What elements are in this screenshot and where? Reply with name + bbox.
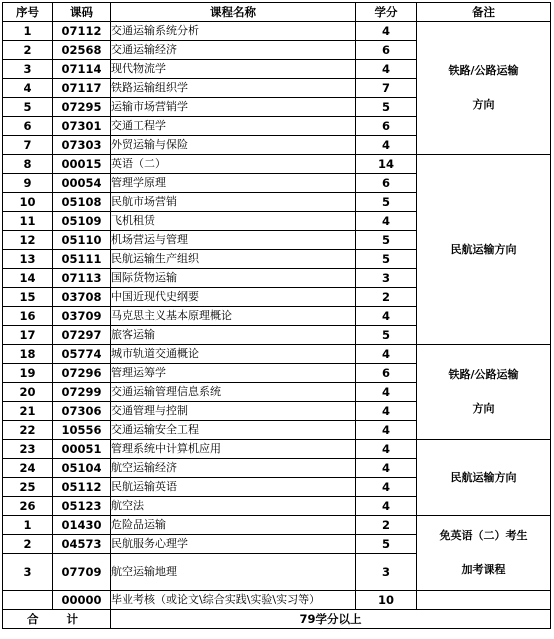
cell-no: 15 xyxy=(3,288,53,307)
cell-no: 18 xyxy=(3,345,53,364)
cell-code: 03709 xyxy=(53,307,111,326)
header-code: 课码 xyxy=(53,3,111,22)
cell-credit: 4 xyxy=(356,459,417,478)
cell-no: 1 xyxy=(3,22,53,41)
cell-code: 07299 xyxy=(53,383,111,402)
cell-no: 14 xyxy=(3,269,53,288)
cell-code: 00000 xyxy=(53,591,111,610)
cell-name: 现代物流学 xyxy=(111,60,356,79)
cell-no: 25 xyxy=(3,478,53,497)
cell-name: 管理运筹学 xyxy=(111,364,356,383)
cell-no: 3 xyxy=(3,554,53,591)
cell-note-empty xyxy=(417,591,551,610)
cell-credit: 4 xyxy=(356,136,417,155)
cell-name: 民航服务心理学 xyxy=(111,535,356,554)
cell-code: 07117 xyxy=(53,79,111,98)
header-credit: 学分 xyxy=(356,3,417,22)
cell-no: 11 xyxy=(3,212,53,231)
table-row xyxy=(3,345,551,364)
total-value: 79学分以上 xyxy=(111,610,551,629)
cell-name: 航空运输地理 xyxy=(111,554,356,591)
cell-no: 24 xyxy=(3,459,53,478)
cell-no: 26 xyxy=(3,497,53,516)
cell-credit: 2 xyxy=(356,288,417,307)
cell-name: 交通管理与控制 xyxy=(111,402,356,421)
cell-credit: 6 xyxy=(356,117,417,136)
cell-name: 交通运输经济 xyxy=(111,41,356,60)
course-table xyxy=(2,2,551,629)
cell-name: 民航运输生产组织 xyxy=(111,250,356,269)
cell-code: 07113 xyxy=(53,269,111,288)
cell-credit: 5 xyxy=(356,98,417,117)
note-line: 免英语（二）考生 xyxy=(439,529,528,542)
cell-credit: 6 xyxy=(356,364,417,383)
note-line: 加考课程 xyxy=(461,563,506,576)
cell-credit: 6 xyxy=(356,41,417,60)
cell-no: 1 xyxy=(3,516,53,535)
cell-no: 17 xyxy=(3,326,53,345)
cell-no: 6 xyxy=(3,117,53,136)
cell-code: 05104 xyxy=(53,459,111,478)
note-line: 铁路/公路运输 xyxy=(448,368,519,381)
cell-credit: 3 xyxy=(356,554,417,591)
cell-code: 00051 xyxy=(53,440,111,459)
cell-credit: 7 xyxy=(356,79,417,98)
cell-credit: 4 xyxy=(356,307,417,326)
cell-name: 马克思主义基本原理概论 xyxy=(111,307,356,326)
cell-credit: 5 xyxy=(356,250,417,269)
cell-credit: 4 xyxy=(356,345,417,364)
cell-name: 英语（二） xyxy=(111,155,356,174)
cell-credit: 5 xyxy=(356,326,417,345)
header-name: 课程名称 xyxy=(111,3,356,22)
cell-code: 07306 xyxy=(53,402,111,421)
cell-name: 机场营运与管理 xyxy=(111,231,356,250)
cell-code: 01430 xyxy=(53,516,111,535)
cell-name: 铁路运输组织学 xyxy=(111,79,356,98)
header-no: 序号 xyxy=(3,3,53,22)
cell-name: 交通运输安全工程 xyxy=(111,421,356,440)
cell-no: 22 xyxy=(3,421,53,440)
table-container xyxy=(2,2,551,629)
cell-code: 07114 xyxy=(53,60,111,79)
cell-code: 05109 xyxy=(53,212,111,231)
note-rail-road-direction-2 xyxy=(417,345,551,440)
table-row xyxy=(3,155,551,174)
table-row xyxy=(3,22,551,41)
cell-name: 管理系统中计算机应用 xyxy=(111,440,356,459)
cell-credit: 10 xyxy=(356,591,417,610)
note-extra-courses xyxy=(417,516,551,591)
note-line: 方向 xyxy=(472,98,495,111)
cell-code: 00054 xyxy=(53,174,111,193)
cell-code: 05108 xyxy=(53,193,111,212)
cell-code: 05112 xyxy=(53,478,111,497)
cell-code: 07295 xyxy=(53,98,111,117)
cell-code: 07297 xyxy=(53,326,111,345)
cell-name: 外贸运输与保险 xyxy=(111,136,356,155)
cell-no: 19 xyxy=(3,364,53,383)
cell-no: 9 xyxy=(3,174,53,193)
cell-code: 07112 xyxy=(53,22,111,41)
cell-code: 00015 xyxy=(53,155,111,174)
cell-code: 07296 xyxy=(53,364,111,383)
cell-credit: 5 xyxy=(356,231,417,250)
note-line: 铁路/公路运输 xyxy=(448,64,519,77)
cell-credit: 3 xyxy=(356,269,417,288)
cell-code: 05774 xyxy=(53,345,111,364)
header-note: 备注 xyxy=(417,3,551,22)
cell-credit: 4 xyxy=(356,478,417,497)
cell-credit: 4 xyxy=(356,402,417,421)
cell-credit: 5 xyxy=(356,535,417,554)
cell-credit: 4 xyxy=(356,421,417,440)
table-row xyxy=(3,516,551,535)
cell-credit: 4 xyxy=(356,440,417,459)
cell-credit: 4 xyxy=(356,22,417,41)
cell-no: 4 xyxy=(3,79,53,98)
cell-name: 中国近现代史纲要 xyxy=(111,288,356,307)
note-line: 方向 xyxy=(472,402,495,415)
cell-name: 毕业考核（或论文\综合实践\实验\实习等） xyxy=(111,591,356,610)
cell-name: 民航市场营销 xyxy=(111,193,356,212)
cell-code: 07303 xyxy=(53,136,111,155)
cell-no: 23 xyxy=(3,440,53,459)
cell-no xyxy=(3,591,53,610)
cell-name: 飞机租赁 xyxy=(111,212,356,231)
cell-credit: 4 xyxy=(356,383,417,402)
cell-no: 8 xyxy=(3,155,53,174)
table-header-row xyxy=(3,3,551,22)
cell-no: 16 xyxy=(3,307,53,326)
cell-code: 04573 xyxy=(53,535,111,554)
cell-code: 05111 xyxy=(53,250,111,269)
cell-no: 5 xyxy=(3,98,53,117)
cell-name: 城市轨道交通概论 xyxy=(111,345,356,364)
cell-credit: 14 xyxy=(356,155,417,174)
note-rail-road-direction xyxy=(417,22,551,155)
cell-name: 国际货物运输 xyxy=(111,269,356,288)
cell-name: 航空运输经济 xyxy=(111,459,356,478)
cell-name: 民航运输英语 xyxy=(111,478,356,497)
cell-no: 12 xyxy=(3,231,53,250)
cell-code: 07301 xyxy=(53,117,111,136)
cell-code: 10556 xyxy=(53,421,111,440)
total-label: 合计 xyxy=(3,610,111,629)
note-civil-aviation-direction-2: 民航运输方向 xyxy=(417,440,551,516)
cell-credit: 5 xyxy=(356,193,417,212)
cell-no: 2 xyxy=(3,41,53,60)
cell-name: 交通工程学 xyxy=(111,117,356,136)
cell-name: 交通运输系统分析 xyxy=(111,22,356,41)
cell-code: 02568 xyxy=(53,41,111,60)
cell-no: 3 xyxy=(3,60,53,79)
cell-credit: 4 xyxy=(356,497,417,516)
cell-no: 13 xyxy=(3,250,53,269)
cell-name: 运输市场营销学 xyxy=(111,98,356,117)
cell-credit: 4 xyxy=(356,60,417,79)
cell-credit: 6 xyxy=(356,174,417,193)
cell-code: 05123 xyxy=(53,497,111,516)
cell-name: 航空法 xyxy=(111,497,356,516)
table-row xyxy=(3,440,551,459)
table-row xyxy=(3,591,551,610)
cell-code: 05110 xyxy=(53,231,111,250)
cell-code: 03708 xyxy=(53,288,111,307)
cell-name: 管理学原理 xyxy=(111,174,356,193)
cell-credit: 4 xyxy=(356,212,417,231)
cell-name: 旅客运输 xyxy=(111,326,356,345)
cell-code: 07709 xyxy=(53,554,111,591)
note-civil-aviation-direction: 民航运输方向 xyxy=(417,155,551,345)
cell-credit: 2 xyxy=(356,516,417,535)
cell-no: 10 xyxy=(3,193,53,212)
cell-no: 21 xyxy=(3,402,53,421)
cell-no: 7 xyxy=(3,136,53,155)
cell-name: 交通运输管理信息系统 xyxy=(111,383,356,402)
cell-no: 20 xyxy=(3,383,53,402)
cell-name: 危险品运输 xyxy=(111,516,356,535)
total-row xyxy=(3,610,551,629)
cell-no: 2 xyxy=(3,535,53,554)
